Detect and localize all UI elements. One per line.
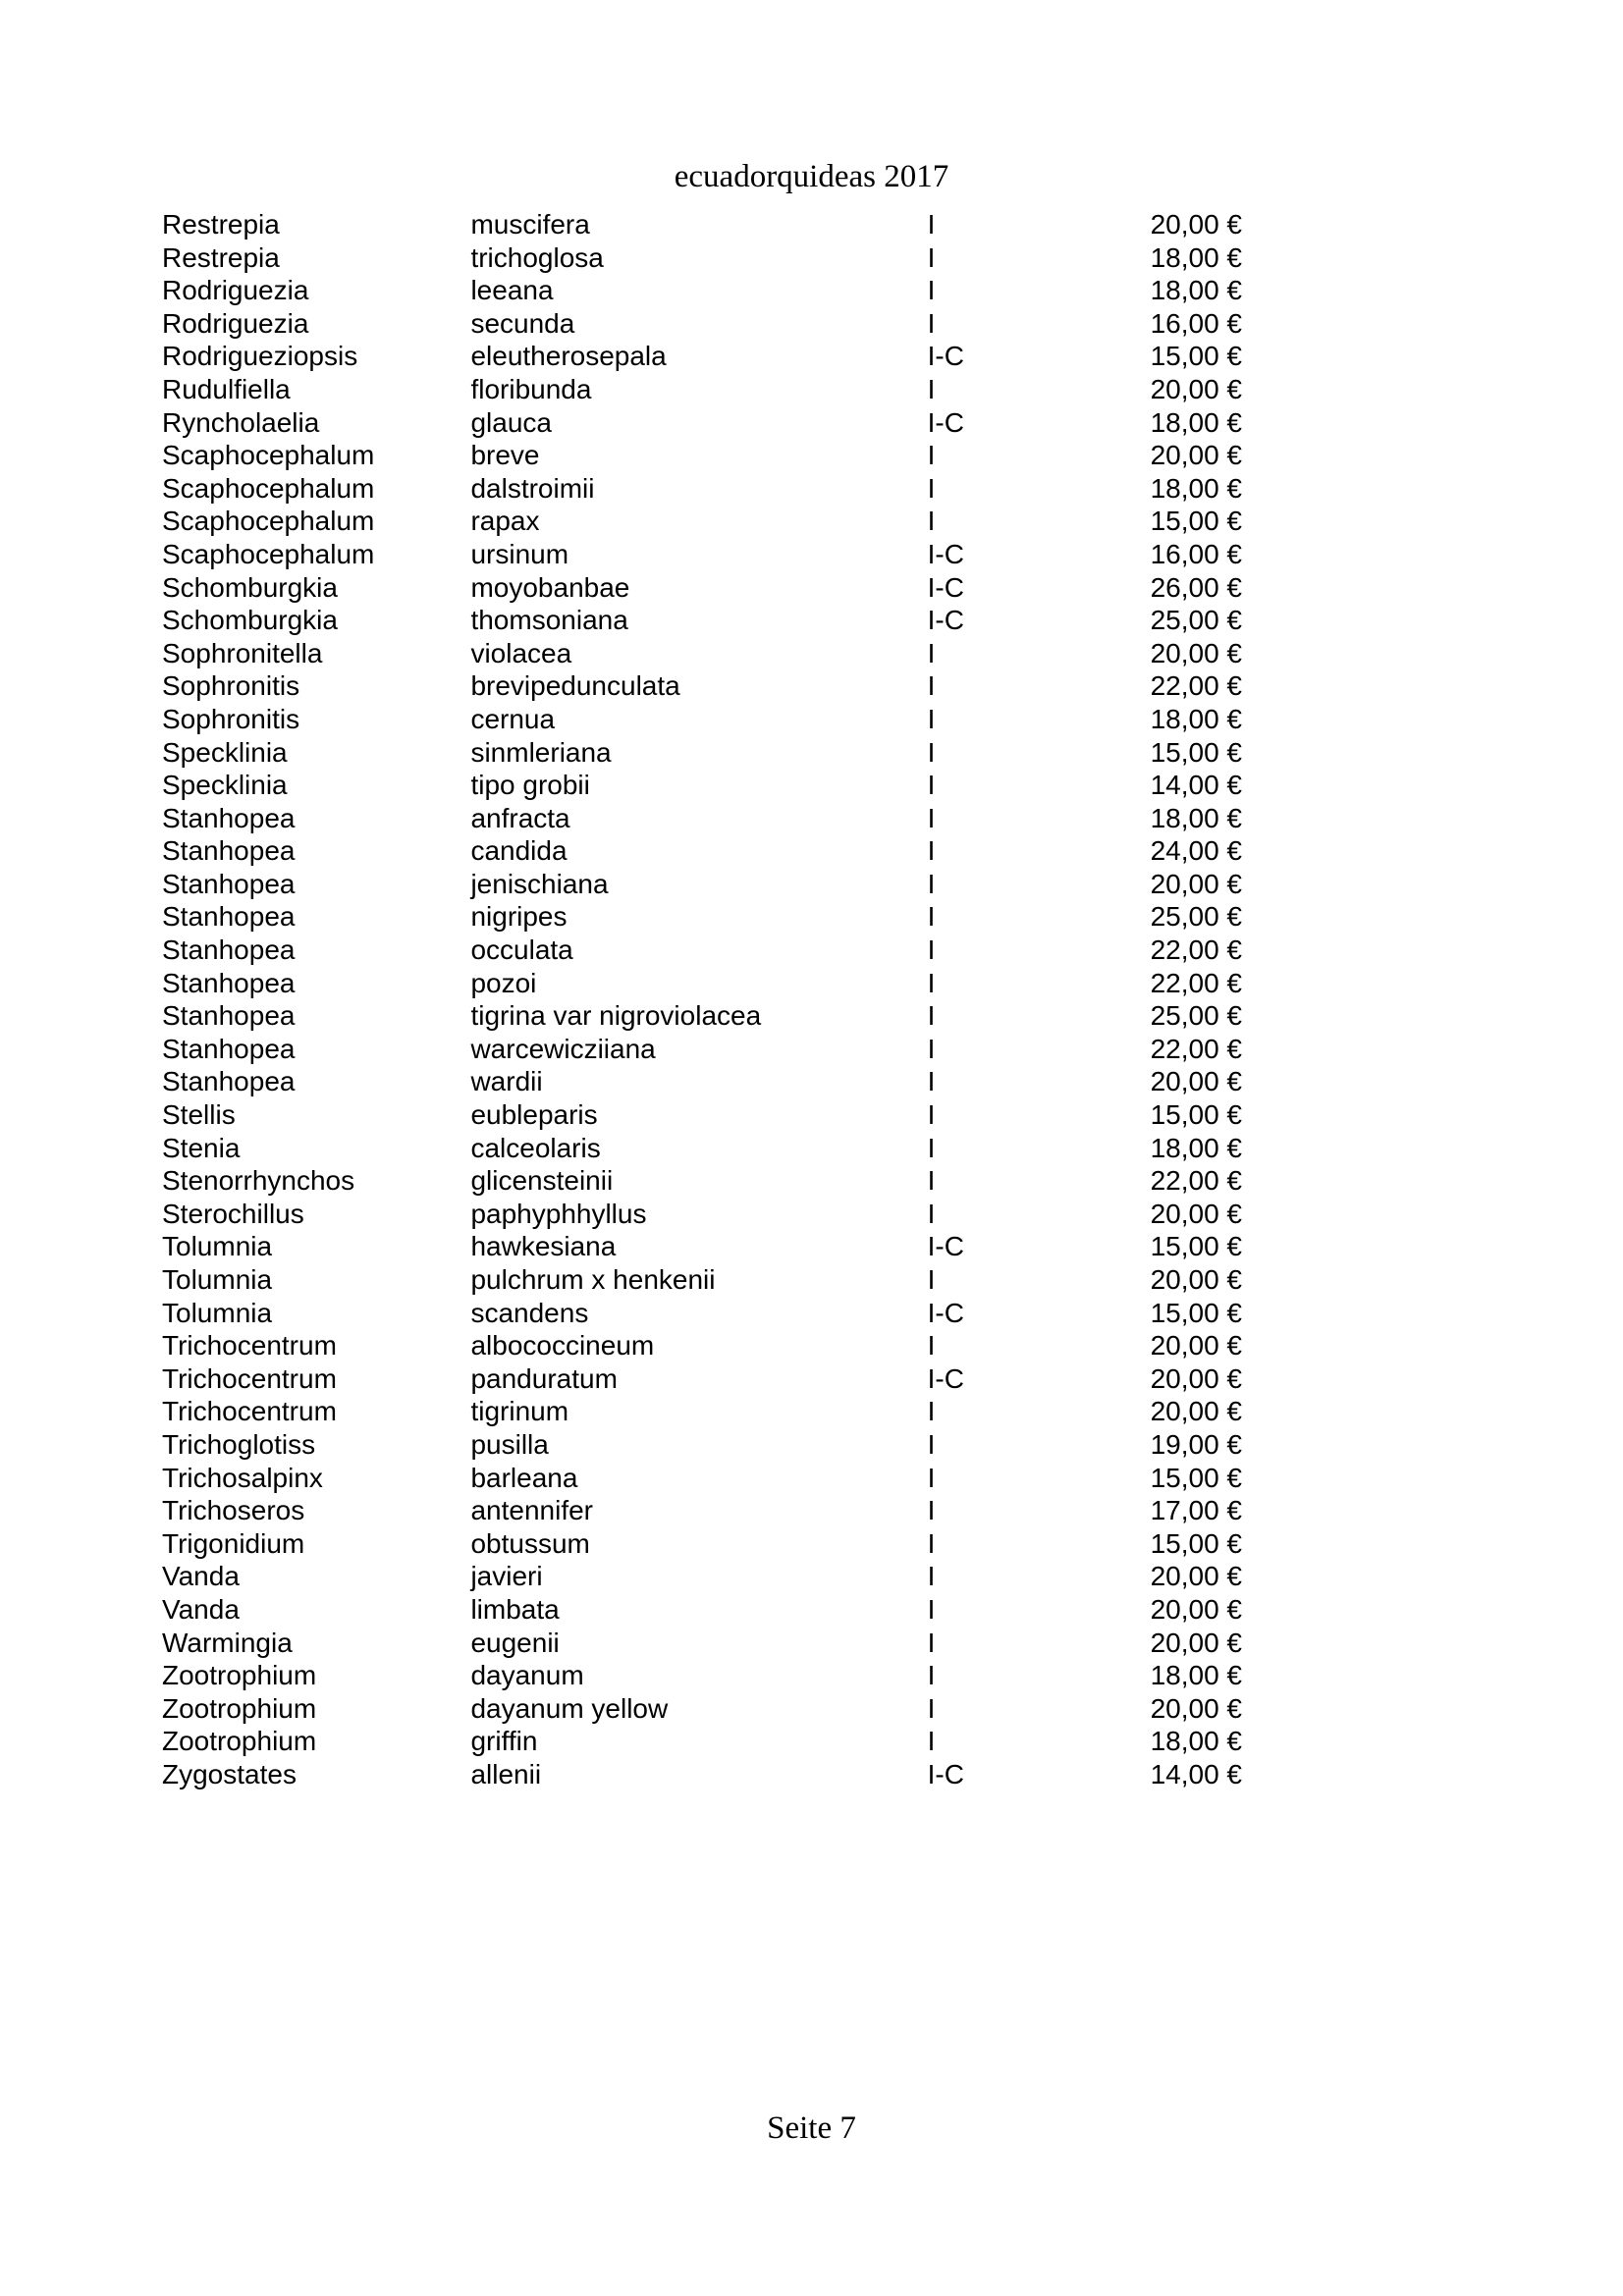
availability-code-cell: I bbox=[927, 1527, 936, 1559]
species-cell: calceolaris bbox=[470, 1132, 601, 1163]
genus-cell: Zygostates bbox=[162, 1758, 297, 1789]
price-cell: 15,00 € bbox=[1150, 1099, 1242, 1131]
table-row bbox=[162, 934, 1242, 967]
species-cell: nigripes bbox=[470, 901, 568, 933]
genus-cell: Restrepia bbox=[162, 209, 280, 240]
genus-cell: Rudulfiella bbox=[162, 373, 291, 404]
availability-code-cell: I-C bbox=[927, 1758, 964, 1789]
genus-cell: Restrepia bbox=[162, 241, 280, 273]
availability-code-cell: I bbox=[927, 472, 936, 504]
genus-cell: Tolumnia bbox=[162, 1264, 273, 1295]
genus-cell: Stanhopea bbox=[162, 802, 296, 833]
genus-cell: Stanhopea bbox=[162, 967, 296, 998]
availability-code-cell: I-C bbox=[927, 1297, 964, 1328]
genus-cell: Sterochillus bbox=[162, 1198, 304, 1229]
availability-code-cell: I bbox=[927, 1099, 936, 1131]
availability-code-cell: I bbox=[927, 1264, 936, 1295]
price-cell: 15,00 € bbox=[1150, 736, 1242, 768]
price-cell: 22,00 € bbox=[1150, 934, 1242, 966]
species-cell: dayanum yellow bbox=[470, 1692, 669, 1724]
genus-cell: Stenorrhynchos bbox=[162, 1165, 355, 1197]
species-cell: griffin bbox=[470, 1726, 538, 1757]
table-row bbox=[162, 769, 1242, 802]
genus-cell: Scaphocephalum bbox=[162, 440, 375, 471]
price-cell: 20,00 € bbox=[1150, 440, 1242, 471]
price-cell: 20,00 € bbox=[1150, 1692, 1242, 1724]
genus-cell: Sophronitis bbox=[162, 670, 300, 702]
table-row bbox=[162, 505, 1242, 538]
species-cell: tigrinum bbox=[470, 1396, 569, 1427]
table-row bbox=[162, 1560, 1242, 1593]
table-row bbox=[162, 1230, 1242, 1263]
genus-cell: Trigonidium bbox=[162, 1527, 305, 1559]
price-cell: 15,00 € bbox=[1150, 1297, 1242, 1328]
availability-code-cell: I bbox=[927, 307, 936, 339]
availability-code-cell: I-C bbox=[927, 341, 964, 372]
availability-code-cell: I bbox=[927, 1396, 936, 1427]
table-row bbox=[162, 1725, 1242, 1758]
availability-code-cell: I-C bbox=[927, 1362, 964, 1394]
genus-cell: Stanhopea bbox=[162, 835, 296, 867]
availability-code-cell: I bbox=[927, 1660, 936, 1691]
genus-cell: Zootrophium bbox=[162, 1692, 317, 1724]
availability-code-cell: I bbox=[927, 967, 936, 998]
table-row bbox=[162, 1627, 1242, 1660]
price-list-table bbox=[162, 208, 1242, 1791]
price-cell: 18,00 € bbox=[1150, 1132, 1242, 1163]
price-cell: 18,00 € bbox=[1150, 406, 1242, 438]
availability-code-cell: I bbox=[927, 736, 936, 768]
table-row bbox=[162, 1132, 1242, 1165]
availability-code-cell: I bbox=[927, 868, 936, 899]
table-row bbox=[162, 900, 1242, 934]
availability-code-cell: I bbox=[927, 1593, 936, 1625]
genus-cell: Zootrophium bbox=[162, 1726, 317, 1757]
availability-code-cell: I bbox=[927, 1066, 936, 1097]
price-cell: 15,00 € bbox=[1150, 506, 1242, 537]
availability-code-cell: I bbox=[927, 835, 936, 867]
table-row bbox=[162, 1263, 1242, 1297]
genus-cell: Trichoglotiss bbox=[162, 1428, 316, 1460]
availability-code-cell: I bbox=[927, 1330, 936, 1362]
genus-cell: Rodriguezia bbox=[162, 307, 309, 339]
genus-cell: Sophronitis bbox=[162, 703, 300, 734]
species-cell: eugenii bbox=[470, 1627, 560, 1658]
table-row bbox=[162, 1033, 1242, 1066]
genus-cell: Trichosalpinx bbox=[162, 1462, 323, 1493]
price-cell: 20,00 € bbox=[1150, 1593, 1242, 1625]
availability-code-cell: I bbox=[927, 637, 936, 668]
price-cell: 20,00 € bbox=[1150, 1066, 1242, 1097]
price-cell: 17,00 € bbox=[1150, 1495, 1242, 1526]
price-cell: 19,00 € bbox=[1150, 1428, 1242, 1460]
availability-code-cell: I bbox=[927, 770, 936, 801]
table-row bbox=[162, 274, 1242, 307]
price-cell: 18,00 € bbox=[1150, 275, 1242, 306]
species-cell: occulata bbox=[470, 934, 573, 966]
species-cell: dalstroimii bbox=[470, 472, 595, 504]
price-cell: 16,00 € bbox=[1150, 538, 1242, 569]
genus-cell: Warmingia bbox=[162, 1627, 293, 1658]
table-row bbox=[162, 241, 1242, 275]
species-cell: trichoglosa bbox=[470, 241, 604, 273]
species-cell: rapax bbox=[470, 506, 540, 537]
genus-cell: Scaphocephalum bbox=[162, 472, 375, 504]
availability-code-cell: I bbox=[927, 703, 936, 734]
species-cell: breve bbox=[470, 440, 540, 471]
species-cell: eubleparis bbox=[470, 1099, 598, 1131]
species-cell: eleutherosepala bbox=[470, 341, 667, 372]
species-cell: anfracta bbox=[470, 802, 570, 833]
table-row bbox=[162, 1395, 1242, 1428]
species-cell: panduratum bbox=[470, 1362, 618, 1394]
species-cell: floribunda bbox=[470, 373, 592, 404]
price-cell: 20,00 € bbox=[1150, 1362, 1242, 1394]
price-cell: 20,00 € bbox=[1150, 1198, 1242, 1229]
table-row bbox=[162, 1098, 1242, 1132]
genus-cell: Rodriguezia bbox=[162, 275, 309, 306]
price-cell: 14,00 € bbox=[1150, 770, 1242, 801]
table-row bbox=[162, 1297, 1242, 1330]
availability-code-cell: I-C bbox=[927, 1231, 964, 1262]
availability-code-cell: I bbox=[927, 1165, 936, 1197]
species-cell: muscifera bbox=[470, 209, 590, 240]
species-cell: jenischiana bbox=[470, 868, 609, 899]
price-cell: 25,00 € bbox=[1150, 1000, 1242, 1032]
price-cell: 18,00 € bbox=[1150, 703, 1242, 734]
species-cell: scandens bbox=[470, 1297, 589, 1328]
species-cell: brevipedunculata bbox=[470, 670, 680, 702]
table-row bbox=[162, 637, 1242, 670]
table-row bbox=[162, 802, 1242, 835]
genus-cell: Specklinia bbox=[162, 736, 288, 768]
price-cell: 14,00 € bbox=[1150, 1758, 1242, 1789]
table-row bbox=[162, 1198, 1242, 1231]
price-cell: 20,00 € bbox=[1150, 1627, 1242, 1658]
genus-cell: Trichocentrum bbox=[162, 1330, 337, 1362]
availability-code-cell: I bbox=[927, 1000, 936, 1032]
genus-cell: Specklinia bbox=[162, 770, 288, 801]
species-cell: tigrina var nigroviolacea bbox=[470, 1000, 762, 1032]
price-cell: 22,00 € bbox=[1150, 1165, 1242, 1197]
table-row bbox=[162, 1065, 1242, 1098]
table-row bbox=[162, 406, 1242, 440]
species-cell: secunda bbox=[470, 307, 575, 339]
genus-cell: Tolumnia bbox=[162, 1231, 273, 1262]
genus-cell: Ryncholaelia bbox=[162, 406, 320, 438]
species-cell: tipo grobii bbox=[470, 770, 590, 801]
genus-cell: Stanhopea bbox=[162, 1000, 296, 1032]
genus-cell: Vanda bbox=[162, 1561, 240, 1592]
price-cell: 18,00 € bbox=[1150, 1726, 1242, 1757]
price-cell: 20,00 € bbox=[1150, 373, 1242, 404]
price-cell: 22,00 € bbox=[1150, 1033, 1242, 1064]
availability-code-cell: I-C bbox=[927, 538, 964, 569]
price-cell: 15,00 € bbox=[1150, 1231, 1242, 1262]
price-cell: 25,00 € bbox=[1150, 605, 1242, 636]
availability-code-cell: I bbox=[927, 934, 936, 966]
table-row bbox=[162, 1164, 1242, 1198]
price-cell: 22,00 € bbox=[1150, 670, 1242, 702]
genus-cell: Zootrophium bbox=[162, 1660, 317, 1691]
genus-cell: Rodrigueziopsis bbox=[162, 341, 358, 372]
price-cell: 24,00 € bbox=[1150, 835, 1242, 867]
availability-code-cell: I bbox=[927, 1495, 936, 1526]
species-cell: warcewicziiana bbox=[470, 1033, 656, 1064]
species-cell: pusilla bbox=[470, 1428, 549, 1460]
availability-code-cell: I bbox=[927, 1428, 936, 1460]
genus-cell: Stanhopea bbox=[162, 934, 296, 966]
availability-code-cell: I bbox=[927, 1561, 936, 1592]
species-cell: candida bbox=[470, 835, 568, 867]
genus-cell: Tolumnia bbox=[162, 1297, 273, 1328]
species-cell: barleana bbox=[470, 1462, 578, 1493]
table-row bbox=[162, 1593, 1242, 1627]
table-row bbox=[162, 669, 1242, 703]
species-cell: thomsoniana bbox=[470, 605, 628, 636]
table-row bbox=[162, 340, 1242, 373]
species-cell: glicensteinii bbox=[470, 1165, 614, 1197]
availability-code-cell: I bbox=[927, 1198, 936, 1229]
genus-cell: Stanhopea bbox=[162, 868, 296, 899]
genus-cell: Trichocentrum bbox=[162, 1396, 337, 1427]
table-row bbox=[162, 736, 1242, 770]
availability-code-cell: I bbox=[927, 506, 936, 537]
table-row bbox=[162, 999, 1242, 1033]
price-list-body bbox=[162, 208, 1242, 1791]
genus-cell: Schomburgkia bbox=[162, 605, 338, 636]
table-row bbox=[162, 571, 1242, 605]
species-cell: albococcineum bbox=[470, 1330, 655, 1362]
genus-cell: Sophronitella bbox=[162, 637, 323, 668]
table-row bbox=[162, 472, 1242, 506]
table-row bbox=[162, 1527, 1242, 1561]
genus-cell: Trichoseros bbox=[162, 1495, 305, 1526]
species-cell: wardii bbox=[470, 1066, 543, 1097]
price-cell: 15,00 € bbox=[1150, 341, 1242, 372]
availability-code-cell: I bbox=[927, 1462, 936, 1493]
genus-cell: Stenia bbox=[162, 1132, 241, 1163]
availability-code-cell: I-C bbox=[927, 605, 964, 636]
species-cell: paphyphhyllus bbox=[470, 1198, 647, 1229]
table-row bbox=[162, 834, 1242, 868]
genus-cell: Stellis bbox=[162, 1099, 236, 1131]
genus-cell: Stanhopea bbox=[162, 1033, 296, 1064]
table-row bbox=[162, 1462, 1242, 1495]
genus-cell: Schomburgkia bbox=[162, 571, 338, 603]
availability-code-cell: I bbox=[927, 241, 936, 273]
table-row bbox=[162, 1659, 1242, 1692]
species-cell: pulchrum x henkenii bbox=[470, 1264, 716, 1295]
species-cell: cernua bbox=[470, 703, 556, 734]
availability-code-cell: I bbox=[927, 670, 936, 702]
availability-code-cell: I bbox=[927, 373, 936, 404]
availability-code-cell: I bbox=[927, 1726, 936, 1757]
price-cell: 22,00 € bbox=[1150, 967, 1242, 998]
table-row bbox=[162, 1362, 1242, 1396]
species-cell: antennifer bbox=[470, 1495, 593, 1526]
availability-code-cell: I bbox=[927, 209, 936, 240]
price-cell: 20,00 € bbox=[1150, 868, 1242, 899]
species-cell: glauca bbox=[470, 406, 552, 438]
genus-cell: Vanda bbox=[162, 1593, 240, 1625]
table-row bbox=[162, 307, 1242, 341]
genus-cell: Stanhopea bbox=[162, 1066, 296, 1097]
table-row bbox=[162, 208, 1242, 241]
species-cell: leeana bbox=[470, 275, 554, 306]
species-cell: hawkesiana bbox=[470, 1231, 617, 1262]
availability-code-cell: I bbox=[927, 901, 936, 933]
availability-code-cell: I bbox=[927, 1132, 936, 1163]
price-cell: 25,00 € bbox=[1150, 901, 1242, 933]
availability-code-cell: I bbox=[927, 275, 936, 306]
page-number: Seite 7 bbox=[767, 2110, 856, 2146]
table-row bbox=[162, 1692, 1242, 1726]
price-cell: 18,00 € bbox=[1150, 241, 1242, 273]
price-cell: 20,00 € bbox=[1150, 1396, 1242, 1427]
species-cell: obtussum bbox=[470, 1527, 590, 1559]
price-cell: 20,00 € bbox=[1150, 1330, 1242, 1362]
price-cell: 15,00 € bbox=[1150, 1527, 1242, 1559]
price-cell: 18,00 € bbox=[1150, 472, 1242, 504]
availability-code-cell: I bbox=[927, 1627, 936, 1658]
table-row bbox=[162, 538, 1242, 571]
table-row bbox=[162, 373, 1242, 406]
price-cell: 18,00 € bbox=[1150, 1660, 1242, 1691]
price-cell: 20,00 € bbox=[1150, 1561, 1242, 1592]
availability-code-cell: I bbox=[927, 802, 936, 833]
price-cell: 18,00 € bbox=[1150, 802, 1242, 833]
price-cell: 26,00 € bbox=[1150, 571, 1242, 603]
species-cell: sinmleriana bbox=[470, 736, 612, 768]
table-row bbox=[162, 703, 1242, 736]
page-title: ecuadorquideas 2017 bbox=[674, 159, 949, 194]
species-cell: violacea bbox=[470, 637, 572, 668]
availability-code-cell: I-C bbox=[927, 406, 964, 438]
table-row bbox=[162, 439, 1242, 472]
species-cell: moyobanbae bbox=[470, 571, 630, 603]
price-cell: 20,00 € bbox=[1150, 209, 1242, 240]
table-row bbox=[162, 1329, 1242, 1362]
price-cell: 16,00 € bbox=[1150, 307, 1242, 339]
table-row bbox=[162, 868, 1242, 901]
table-row bbox=[162, 604, 1242, 637]
price-cell: 20,00 € bbox=[1150, 637, 1242, 668]
species-cell: dayanum bbox=[470, 1660, 584, 1691]
species-cell: allenii bbox=[470, 1758, 542, 1789]
table-row bbox=[162, 1428, 1242, 1462]
genus-cell: Scaphocephalum bbox=[162, 538, 375, 569]
table-row bbox=[162, 1758, 1242, 1791]
species-cell: ursinum bbox=[470, 538, 569, 569]
price-cell: 20,00 € bbox=[1150, 1264, 1242, 1295]
availability-code-cell: I bbox=[927, 440, 936, 471]
species-cell: javieri bbox=[470, 1561, 543, 1592]
species-cell: pozoi bbox=[470, 967, 537, 998]
genus-cell: Scaphocephalum bbox=[162, 506, 375, 537]
availability-code-cell: I bbox=[927, 1692, 936, 1724]
species-cell: limbata bbox=[470, 1593, 560, 1625]
availability-code-cell: I-C bbox=[927, 571, 964, 603]
price-cell: 15,00 € bbox=[1150, 1462, 1242, 1493]
availability-code-cell: I bbox=[927, 1033, 936, 1064]
table-row bbox=[162, 1494, 1242, 1527]
genus-cell: Trichocentrum bbox=[162, 1362, 337, 1394]
genus-cell: Stanhopea bbox=[162, 901, 296, 933]
table-row bbox=[162, 967, 1242, 1000]
